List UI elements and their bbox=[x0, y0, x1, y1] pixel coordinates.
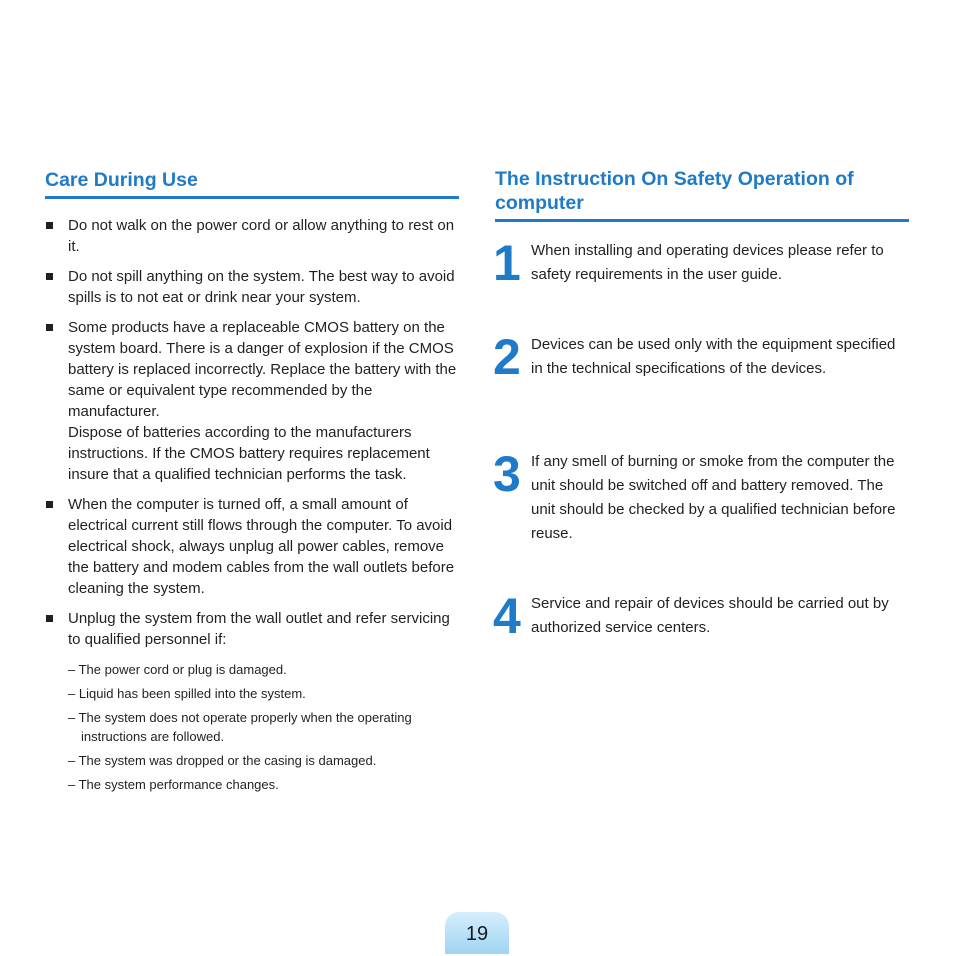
bullet-text: Do not spill anything on the system. The best way to avoid spills is to not eat or drink near your system. bbox=[68, 268, 455, 306]
servicing-condition-item: – The power cord or plug is damaged. bbox=[68, 662, 287, 677]
servicing-conditions-list bbox=[45, 660, 459, 794]
step-number: 1 bbox=[493, 235, 519, 291]
bullet-text: When the computer is turned off, a small amount of electrical current still flows through the computer. To avoid electrical shock, always unplug all power cables, remove the battery and modem cables from the wall outlets before cleaning the system. bbox=[68, 496, 455, 597]
servicing-condition-item: – The system does not operate properly when the operating instructions are followed. bbox=[68, 710, 412, 744]
bullet-text: Do not walk on the power cord or allow anything to rest on it. bbox=[68, 217, 455, 255]
square-bullet-icon bbox=[46, 501, 53, 508]
step-text: Devices can be used only with the equipment specified in the technical specifications of the devices. bbox=[531, 336, 896, 377]
care-bullet-item bbox=[45, 494, 459, 599]
bullet-text: Unplug the system from the wall outlet and refer servicing to qualified personnel if: bbox=[68, 610, 450, 648]
servicing-condition-item: – Liquid has been spilled into the system. bbox=[68, 686, 306, 701]
servicing-condition-item: – The system performance changes. bbox=[68, 777, 279, 792]
safety-step bbox=[493, 329, 909, 450]
step-number: 4 bbox=[493, 588, 519, 644]
care-bullet-list bbox=[45, 215, 459, 650]
page-number-badge: 19 bbox=[445, 912, 509, 954]
care-during-use-title: Care During Use bbox=[45, 167, 459, 199]
bullet-text-continued: Dispose of batteries according to the manufacturers instructions. If the CMOS battery requires replacement insure that a qualified technician performs the task. bbox=[68, 424, 430, 483]
safety-step bbox=[493, 235, 909, 333]
safety-instruction-section bbox=[493, 167, 909, 644]
step-text: When installing and operating devices please refer to safety requirements in the user guide. bbox=[531, 242, 884, 283]
care-bullet-item bbox=[45, 317, 459, 485]
square-bullet-icon bbox=[46, 273, 53, 280]
step-text: If any smell of burning or smoke from the computer the unit should be switched off and battery removed. The unit should be checked by a qualified technician before reuse. bbox=[531, 453, 896, 542]
servicing-condition-item: – The system was dropped or the casing is damaged. bbox=[68, 753, 377, 768]
safety-step bbox=[493, 588, 909, 644]
step-number: 3 bbox=[493, 446, 519, 502]
care-bullet-item bbox=[45, 215, 459, 257]
safety-step bbox=[493, 446, 909, 592]
bullet-text: Some products have a replaceable CMOS battery on the system board. There is a danger of explosion if the CMOS battery is replaced incorrectly. Replace the battery with the same or equivalent type recommended by the manufacturer. bbox=[68, 319, 457, 420]
square-bullet-icon bbox=[46, 222, 53, 229]
square-bullet-icon bbox=[46, 615, 53, 622]
care-bullet-item bbox=[45, 608, 459, 650]
safety-instruction-title: The Instruction On Safety Operation of computer bbox=[495, 167, 909, 222]
step-text: Service and repair of devices should be carried out by authorized service centers. bbox=[531, 595, 889, 636]
care-bullet-item bbox=[45, 266, 459, 308]
step-number: 2 bbox=[493, 329, 519, 385]
square-bullet-icon bbox=[46, 324, 53, 331]
care-during-use-section bbox=[45, 167, 459, 799]
safety-steps bbox=[493, 235, 909, 644]
